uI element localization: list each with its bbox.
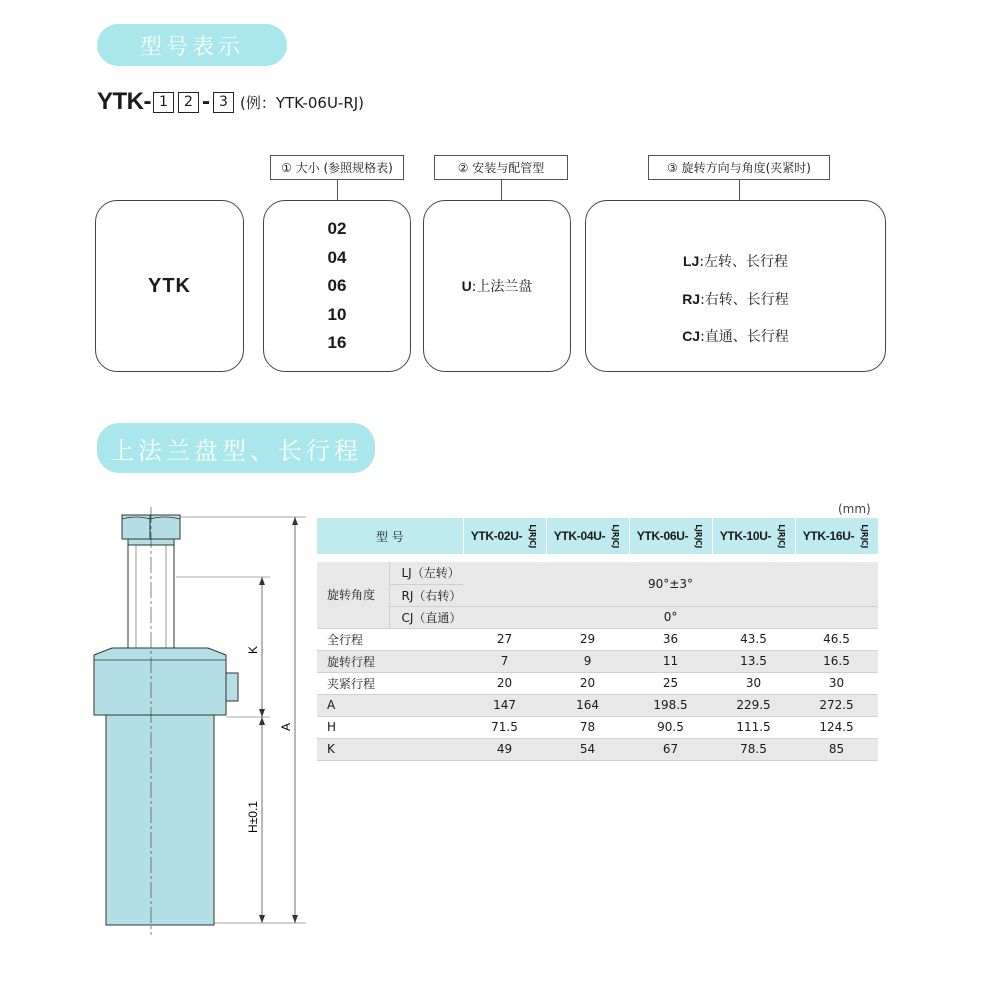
box-series <box>95 200 244 372</box>
table-row <box>317 650 878 672</box>
cell-value: 111.5 <box>712 716 795 738</box>
model-name: YTK-06U- <box>636 528 689 543</box>
cell-value: 25 <box>629 672 712 694</box>
cell-value: 46.5 <box>795 628 878 650</box>
cell-value: 67 <box>629 738 712 760</box>
cell-value: 147 <box>463 694 546 716</box>
header-model-label <box>317 518 463 554</box>
code-separator: - <box>202 88 210 115</box>
size-item: 04 <box>327 247 347 267</box>
suffix: CJ <box>611 540 621 549</box>
suffix: LJ <box>777 523 787 532</box>
suffix: LJ <box>611 523 621 532</box>
cell-value: 229.5 <box>712 694 795 716</box>
rotation-item <box>586 243 885 281</box>
connector-line <box>337 180 338 200</box>
rotation-code: CJ <box>682 328 701 344</box>
model-name: YTK-02U- <box>470 528 523 543</box>
cell-value: 7 <box>463 650 546 672</box>
row-label: A <box>317 694 463 716</box>
suffix: RJ <box>777 531 787 541</box>
size-list <box>264 215 410 358</box>
dim-a-label: A <box>279 722 293 732</box>
table-row <box>317 606 878 628</box>
model-name: YTK-04U- <box>553 528 606 543</box>
code-box-2: 2 <box>178 92 199 113</box>
cell-value: 30 <box>795 672 878 694</box>
model-prefix: YTK- <box>97 88 151 115</box>
angle-sub-label: CJ（直通） <box>389 606 463 628</box>
cell-value: 30 <box>712 672 795 694</box>
dim-h-label: H±0.1 <box>246 801 260 833</box>
mount-text: :上法兰盘 <box>471 279 533 295</box>
row-label: 旋转角度 <box>317 562 389 628</box>
cell-value: 78 <box>546 716 629 738</box>
size-item: 02 <box>327 219 347 238</box>
suffix: CJ <box>694 540 704 549</box>
suffix: CJ <box>777 540 787 549</box>
rotation-text: :右转、长行程 <box>700 291 789 308</box>
unit-label: (mm) <box>838 502 871 516</box>
header-model <box>795 518 878 554</box>
section-title-text: 上法兰盘型、长行程 <box>110 436 362 465</box>
cell-value: 27 <box>463 628 546 650</box>
suffix: LJ <box>528 523 538 532</box>
suffix: RJ <box>611 531 621 541</box>
table-gap <box>317 554 878 562</box>
row-label: 全行程 <box>317 628 463 650</box>
header-model-text: 型 号 <box>375 529 404 544</box>
table-row <box>317 562 878 584</box>
box-mount <box>423 200 571 372</box>
rotation-text: :直通、长行程 <box>700 329 789 345</box>
label-rotation: ③ 旋转方向与角度(夹紧时) <box>648 155 830 180</box>
rotation-item <box>586 281 885 319</box>
rotation-list <box>586 243 885 356</box>
angle-value: 90°±3° <box>463 562 878 606</box>
cell-value: 29 <box>546 628 629 650</box>
spec-table <box>317 518 879 761</box>
angle-value: 0° <box>463 606 878 628</box>
model-code-line <box>97 89 364 115</box>
rotation-code: RJ <box>682 290 701 307</box>
size-item: 06 <box>327 276 347 295</box>
section-title-text: 型号表示 <box>139 34 244 60</box>
rotation-code: LJ <box>682 253 700 269</box>
header-model <box>463 518 546 554</box>
size-item: 10 <box>327 304 347 324</box>
cell-value: 198.5 <box>629 694 712 716</box>
code-box-3: 3 <box>213 92 234 113</box>
model-name: YTK-16U- <box>802 528 855 543</box>
row-label: H <box>317 716 463 738</box>
cell-value: 85 <box>795 738 878 760</box>
suffix: RJ <box>860 531 870 541</box>
angle-sub-label: LJ（左转） <box>389 562 463 584</box>
section-title-flange <box>97 423 375 473</box>
cell-value: 13.5 <box>712 650 795 672</box>
cell-value: 36 <box>629 628 712 650</box>
suffix: LJ <box>694 523 704 532</box>
table-header-row <box>317 518 878 554</box>
cell-value: 90.5 <box>629 716 712 738</box>
row-label: K <box>317 738 463 760</box>
header-model <box>712 518 795 554</box>
cell-value: 164 <box>546 694 629 716</box>
cell-value: 71.5 <box>463 716 546 738</box>
table-row <box>317 672 878 694</box>
cell-value: 54 <box>546 738 629 760</box>
side-port <box>226 673 238 701</box>
suffix: CJ <box>860 540 870 549</box>
table-row <box>317 628 878 650</box>
cell-value: 9 <box>546 650 629 672</box>
label-size: ① 大小 (参照规格表) <box>270 155 404 180</box>
row-label: 夹紧行程 <box>317 672 463 694</box>
suffix: CJ <box>528 540 538 549</box>
table-row <box>317 738 878 760</box>
cell-value: 20 <box>546 672 629 694</box>
header-model <box>546 518 629 554</box>
model-name: YTK-10U- <box>719 528 772 543</box>
angle-sub-label: RJ（右转） <box>389 584 463 606</box>
connector-line <box>501 180 502 200</box>
connector-line <box>739 180 740 200</box>
section-title-model <box>97 24 287 66</box>
table-row <box>317 694 878 716</box>
box-sizes <box>263 200 411 372</box>
clamp-cylinder-drawing <box>80 505 310 940</box>
code-box-1: 1 <box>153 92 174 113</box>
cell-value: 49 <box>463 738 546 760</box>
rotation-text: :左转、长行程 <box>699 254 789 270</box>
suffix: RJ <box>694 531 704 541</box>
cell-value: 43.5 <box>712 628 795 650</box>
cell-value: 20 <box>463 672 546 694</box>
suffix: RJ <box>528 531 538 541</box>
series-code: YTK <box>148 274 191 297</box>
box-rotation <box>585 200 886 372</box>
cylinder-body <box>106 715 214 925</box>
suffix: LJ <box>860 523 870 532</box>
model-example: (例：YTK-06U-RJ) <box>240 93 365 112</box>
cell-value: 124.5 <box>795 716 878 738</box>
mount-code: U <box>461 278 472 294</box>
table-row <box>317 716 878 738</box>
dim-k-label: K <box>246 645 260 655</box>
cell-value: 11 <box>629 650 712 672</box>
row-label: 旋转行程 <box>317 650 463 672</box>
cell-value: 272.5 <box>795 694 878 716</box>
label-mount: ② 安装与配管型 <box>434 155 568 180</box>
cell-value: 16.5 <box>795 650 878 672</box>
rotation-item <box>586 318 885 356</box>
header-model <box>629 518 712 554</box>
flange-body <box>94 648 226 715</box>
cell-value: 78.5 <box>712 738 795 760</box>
size-item: 16 <box>327 333 347 352</box>
